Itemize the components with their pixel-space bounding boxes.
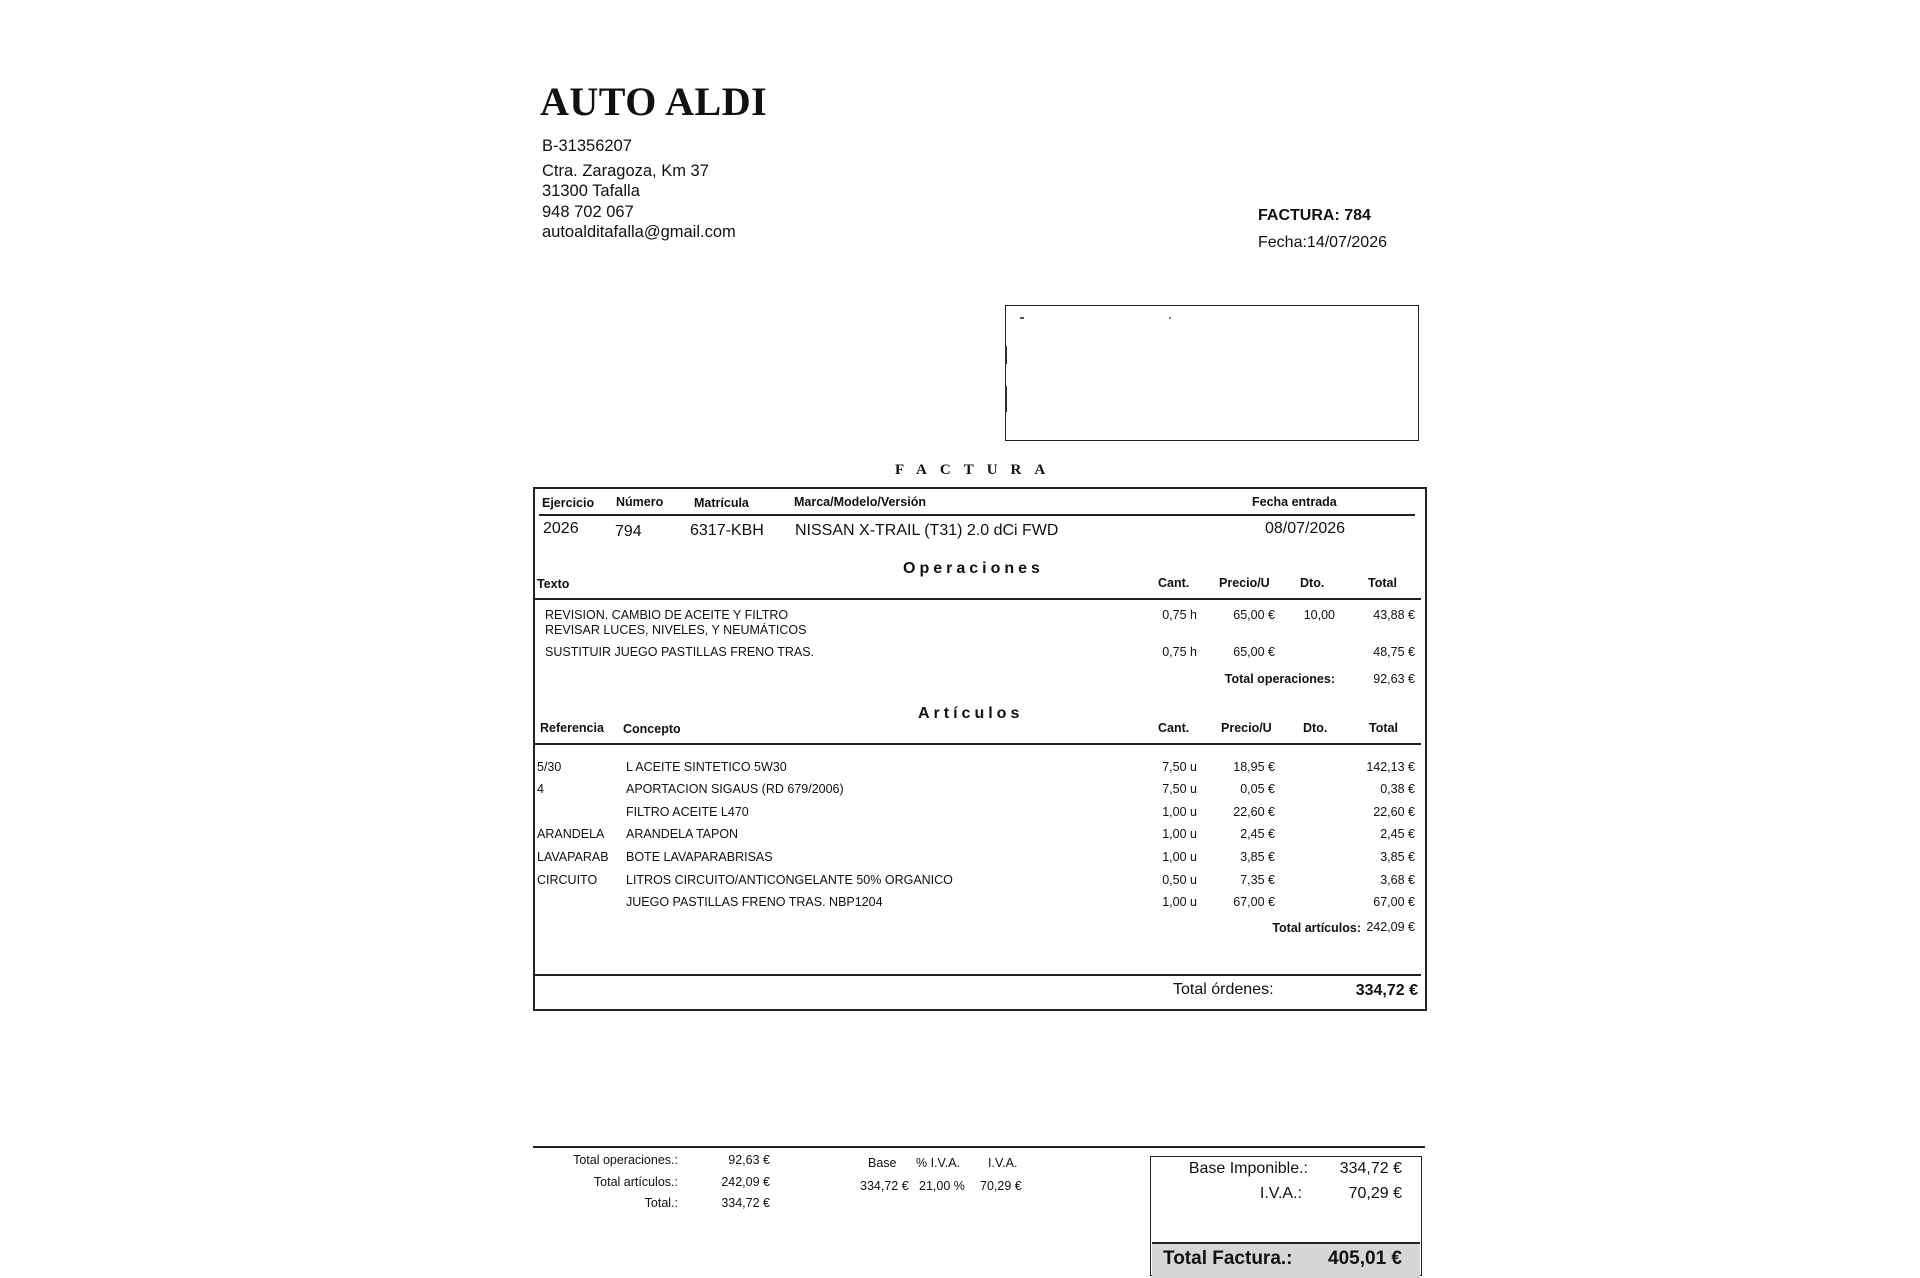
- art-header-concepto: Concepto: [623, 722, 681, 736]
- article-concepto: FILTRO ACEITE L470: [626, 805, 749, 819]
- article-ref: 5/30: [537, 760, 562, 774]
- art-header-total: Total: [1369, 721, 1398, 735]
- article-cant: 1,00 u: [1162, 895, 1197, 909]
- vat-value-iva: 70,29 €: [980, 1179, 1022, 1193]
- article-precio: 7,35 €: [1240, 873, 1275, 887]
- company-info: [542, 136, 736, 243]
- op-row-dto: 10,00: [1303, 608, 1335, 622]
- op-row-texto: REVISION. CAMBIO DE ACEITE Y FILTRO: [545, 608, 789, 622]
- total-ordenes-value: 334,72 €: [1355, 982, 1418, 999]
- header-numero: Número: [616, 495, 664, 509]
- header-fecha-entrada: Fecha entrada: [1252, 495, 1337, 509]
- invoice-date: Fecha:14/07/2026: [1258, 234, 1387, 251]
- art-header-precio: Precio/U: [1221, 721, 1272, 735]
- article-total: 142,13 €: [1366, 760, 1415, 774]
- company-phone: 948 702 067: [542, 202, 634, 221]
- op-header-texto: Texto: [537, 577, 570, 591]
- footer-summary-labels: [520, 1150, 678, 1215]
- op-total-label: Total operaciones:: [1224, 672, 1335, 686]
- op-total-value: 92,63 €: [1373, 672, 1415, 686]
- op-row-total: 48,75 €: [1373, 645, 1415, 659]
- company-address-line1: Ctra. Zaragoza, Km 37: [542, 161, 709, 180]
- article-precio: 67,00 €: [1233, 895, 1275, 909]
- section-operaciones-title: Operaciones: [903, 560, 1044, 577]
- customer-address-box: [1005, 305, 1419, 441]
- company-name: AUTO ALDI: [540, 79, 768, 124]
- article-precio: 2,45 €: [1240, 827, 1275, 841]
- op-row-cant: 0,75 h: [1162, 645, 1197, 659]
- article-cant: 7,50 u: [1162, 760, 1197, 774]
- art-header-referencia: Referencia: [540, 721, 604, 735]
- header-matricula: Matrícula: [694, 496, 749, 510]
- article-ref: 4: [537, 782, 544, 796]
- art-total-label: Total artículos:: [1272, 921, 1361, 935]
- op-row-texto-2: REVISAR LUCES, NIVELES, Y NEUMÁTICOS: [545, 623, 807, 637]
- vat-value-pct: 21,00 %: [919, 1179, 965, 1193]
- footer-label: Total artículos.:: [593, 1174, 678, 1189]
- footer-summary-values: [690, 1150, 770, 1215]
- iva-label: I.V.A.:: [1259, 1185, 1302, 1202]
- footer-value: 242,09 €: [721, 1174, 770, 1189]
- article-concepto: LITROS CIRCUITO/ANTICONGELANTE 50% ORGANICO: [626, 873, 953, 887]
- total-factura-value: 405,01 €: [1328, 1248, 1402, 1269]
- article-cant: 1,00 u: [1162, 827, 1197, 841]
- art-header-cant: Cant.: [1158, 721, 1190, 735]
- header-marca-modelo: Marca/Modelo/Versión: [794, 495, 926, 509]
- iva-value: 70,29 €: [1348, 1185, 1402, 1202]
- article-total: 3,85 €: [1380, 850, 1415, 864]
- article-cant: 1,00 u: [1162, 805, 1197, 819]
- article-total: 3,68 €: [1380, 873, 1415, 887]
- article-precio: 22,60 €: [1233, 805, 1275, 819]
- article-total: 2,45 €: [1380, 827, 1415, 841]
- value-ejercicio: 2026: [543, 520, 579, 537]
- section-articulos-title: Artículos: [918, 705, 1024, 722]
- footer-rule: [533, 1146, 1425, 1148]
- op-row-precio: 65,00 €: [1233, 608, 1275, 622]
- footer-value: 334,72 €: [721, 1196, 770, 1210]
- invoice-number: FACTURA: 784: [1258, 207, 1371, 224]
- article-concepto: L ACEITE SINTETICO 5W30: [626, 760, 787, 774]
- base-imponible-label: Base Imponible.:: [1188, 1160, 1308, 1177]
- vat-header-iva: I.V.A.: [988, 1156, 1018, 1170]
- op-header-total: Total: [1368, 576, 1397, 590]
- total-ordenes-label: Total órdenes:: [1173, 981, 1274, 998]
- article-precio: 0,05 €: [1240, 782, 1275, 796]
- article-concepto: JUEGO PASTILLAS FRENO TRAS. NBP1204: [626, 895, 883, 909]
- article-concepto: BOTE LAVAPARABRISAS: [626, 850, 773, 864]
- article-cant: 0,50 u: [1162, 873, 1197, 887]
- article-concepto: APORTACION SIGAUS (RD 679/2006): [626, 782, 844, 796]
- company-address-line2: 31300 Tafalla: [542, 182, 640, 200]
- base-imponible-value: 334,72 €: [1339, 1160, 1402, 1177]
- total-factura-label: Total Factura.:: [1163, 1248, 1293, 1269]
- article-ref: ARANDELA: [537, 827, 605, 841]
- value-matricula: 6317-KBH: [690, 522, 764, 539]
- op-row-precio: 65,00 €: [1233, 645, 1275, 659]
- header-ejercicio: Ejercicio: [542, 496, 595, 510]
- article-cant: 1,00 u: [1162, 850, 1197, 864]
- article-total: 67,00 €: [1373, 895, 1415, 909]
- article-total: 22,60 €: [1373, 805, 1415, 819]
- op-row-texto: SUSTITUIR JUEGO PASTILLAS FRENO TRAS.: [545, 645, 815, 659]
- company-tax-id: B-31356207: [542, 137, 632, 155]
- value-vehiculo: NISSAN X-TRAIL (T31) 2.0 dCi FWD: [795, 522, 1059, 539]
- art-header-dto: Dto.: [1303, 721, 1328, 735]
- op-header-cant: Cant.: [1158, 576, 1190, 590]
- value-numero: 794: [615, 523, 642, 540]
- article-ref: LAVAPARAB: [537, 850, 609, 864]
- op-header-dto: Dto.: [1300, 576, 1325, 590]
- footer-value: 92,63 €: [728, 1153, 770, 1167]
- article-concepto: ARANDELA TAPON: [626, 827, 739, 841]
- op-row-cant: 0,75 h: [1162, 608, 1197, 622]
- footer-label: Total operaciones.:: [573, 1153, 678, 1167]
- article-total: 0,38 €: [1380, 782, 1415, 796]
- vat-value-base: 334,72 €: [860, 1179, 909, 1193]
- vat-header-pct: % I.V.A.: [916, 1156, 961, 1170]
- article-precio: 3,85 €: [1240, 850, 1275, 864]
- op-header-precio: Precio/U: [1219, 576, 1270, 590]
- company-email: autoalditafalla@gmail.com: [542, 223, 736, 241]
- invoice-detail-box: [533, 487, 1427, 1011]
- op-row-total: 43,88 €: [1373, 608, 1415, 622]
- art-total-value: 242,09 €: [1366, 920, 1415, 934]
- article-cant: 7,50 u: [1162, 782, 1197, 796]
- vat-header-base: Base: [868, 1156, 897, 1170]
- article-precio: 18,95 €: [1233, 760, 1275, 774]
- value-fecha-entrada: 08/07/2026: [1265, 520, 1346, 537]
- article-ref: CIRCUITO: [537, 873, 598, 887]
- document-heading: FACTURA: [895, 462, 1059, 478]
- footer-label: Total.:: [644, 1196, 678, 1210]
